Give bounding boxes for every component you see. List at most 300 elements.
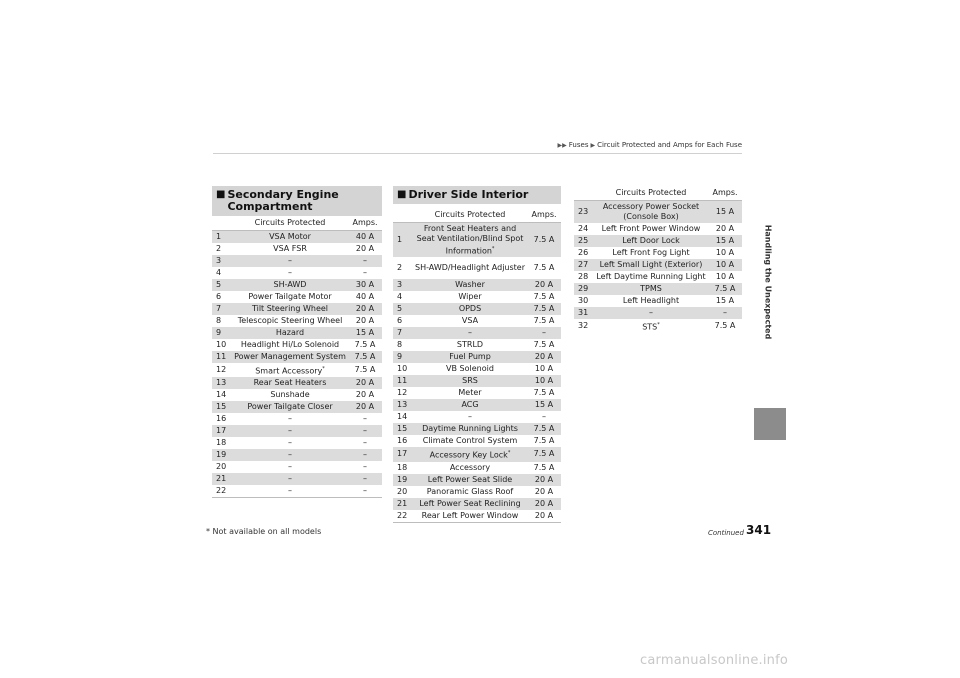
- circuit-label: Left Front Power Window: [601, 223, 701, 233]
- fuse-table: [212, 216, 382, 498]
- fuse-number: 18: [216, 438, 227, 448]
- circuit-protected: [232, 303, 348, 315]
- section-secondary-engine-compartment: [212, 186, 382, 498]
- fuse-number: 32: [578, 320, 589, 330]
- fuse-number: 10: [216, 339, 227, 349]
- circuit-label: –: [649, 307, 653, 317]
- amps-value: 7.5 A: [354, 339, 376, 349]
- circuit-protected: [232, 351, 348, 363]
- col-amps: Amps.: [527, 208, 561, 222]
- amps-value: 20 A: [348, 401, 382, 413]
- circuit-label: Washer: [455, 280, 485, 290]
- amps-value: 20 A: [527, 279, 561, 291]
- table-row: [393, 462, 561, 474]
- fuse-number: 19: [393, 474, 413, 486]
- amps-value: 7.5 A: [533, 292, 555, 302]
- fuse-number: 14: [397, 412, 408, 422]
- col-circuits: Circuits Protected: [413, 208, 527, 222]
- fuse-number: 4: [216, 267, 222, 277]
- circuit-protected: [232, 389, 348, 401]
- circuit-label: Telescopic Steering Wheel: [237, 315, 343, 325]
- circuit-protected: [594, 319, 708, 334]
- section-heading: [393, 186, 561, 204]
- table-row: [574, 319, 742, 334]
- table-row: [212, 339, 382, 351]
- amps-value: 7.5 A: [714, 320, 736, 330]
- circuit-label: Accessory: [449, 462, 491, 472]
- fuse-number: 22: [393, 510, 413, 523]
- amps-value: 15 A: [348, 327, 382, 339]
- circuit-label: –: [288, 462, 292, 472]
- circuit-label: –: [288, 255, 292, 265]
- footnote-marker: *: [507, 450, 511, 457]
- circuit-protected: [413, 375, 527, 387]
- circuit-protected: [413, 423, 527, 435]
- table-row: [393, 257, 561, 279]
- table-row: [393, 411, 561, 423]
- circuit-label: Rear Seat Heaters: [253, 378, 327, 388]
- circuit-label: Left Door Lock: [622, 235, 680, 245]
- amps-value: –: [348, 425, 382, 437]
- circuit-protected: [594, 247, 708, 259]
- circuit-protected: [232, 315, 348, 327]
- circuit-label: OPDS: [458, 304, 482, 314]
- table-row: [393, 435, 561, 447]
- col-amps: Amps.: [348, 216, 382, 230]
- table-row: [212, 377, 382, 389]
- circuit-label: SH-AWD: [273, 279, 307, 289]
- circuit-label: Rear Left Power Window: [421, 510, 519, 520]
- circuit-label: Left Power Seat Reclining: [419, 498, 521, 508]
- table-row: [393, 363, 561, 375]
- amps-value: 40 A: [355, 291, 375, 301]
- amps-value: 10 A: [715, 247, 735, 257]
- table-row: [212, 267, 382, 279]
- circuit-protected: [232, 377, 348, 389]
- section-title-line1: Secondary Engine: [227, 188, 339, 201]
- amps-value: –: [363, 438, 367, 448]
- amps-value: 10 A: [708, 259, 742, 271]
- circuit-label: Left Daytime Running Light: [596, 271, 706, 281]
- circuit-protected: [232, 437, 348, 449]
- fuse-number: 10: [397, 364, 408, 374]
- table-header-row: [393, 208, 561, 222]
- amps-value: 15 A: [708, 200, 742, 223]
- fuse-number: 20: [216, 462, 227, 472]
- amps-value: 7.5 A: [527, 447, 561, 462]
- circuit-label: –: [288, 450, 292, 460]
- circuit-label: Meter: [458, 388, 482, 398]
- table-row: [574, 283, 742, 295]
- circuit-label: Smart Accessory: [255, 366, 323, 376]
- section-title: Driver Side Interior: [408, 188, 529, 201]
- fuse-number: 8: [216, 315, 222, 325]
- circuit-label: Daytime Running Lights: [422, 424, 518, 434]
- amps-value: 7.5 A: [527, 303, 561, 315]
- circuit-label: SRS: [462, 376, 478, 386]
- table-header-row: [212, 216, 382, 230]
- fuse-number: 5: [393, 303, 413, 315]
- circuit-label: VSA FSR: [273, 243, 307, 253]
- table-row: [212, 389, 382, 401]
- circuit-protected: [232, 461, 348, 473]
- table-row: [212, 485, 382, 498]
- table-row: [393, 222, 561, 257]
- table-row: [212, 401, 382, 413]
- circuit-protected: [232, 485, 348, 498]
- amps-value: 20 A: [715, 223, 735, 233]
- amps-value: 7.5 A: [527, 423, 561, 435]
- table-row: [574, 271, 742, 283]
- col-amps: Amps.: [708, 186, 742, 200]
- circuit-label: Headlight Hi/Lo Solenoid: [240, 339, 340, 349]
- circuit-label: –: [288, 414, 292, 424]
- circuit-protected: [413, 222, 527, 257]
- circuit-label: –: [468, 328, 472, 338]
- circuit-label: VB Solenoid: [446, 364, 494, 374]
- square-bullet-icon: ■: [397, 189, 407, 200]
- circuit-label: –: [288, 426, 292, 436]
- circuit-protected: [232, 243, 348, 255]
- table-row: [393, 498, 561, 510]
- amps-value: 7.5 A: [533, 436, 555, 446]
- amps-value: 20 A: [355, 315, 375, 325]
- table-row: [212, 363, 382, 378]
- table-row: [212, 413, 382, 425]
- table-row: [212, 449, 382, 461]
- fuse-number: 18: [397, 462, 408, 472]
- table-row: [393, 510, 561, 523]
- table-row: [212, 461, 382, 473]
- fuse-number: 5: [212, 279, 232, 291]
- table-row: [393, 474, 561, 486]
- table-row: [574, 200, 742, 223]
- fuse-number: 16: [216, 414, 227, 424]
- fuse-number: 25: [574, 235, 594, 247]
- table-row: [574, 295, 742, 307]
- amps-value: 20 A: [348, 377, 382, 389]
- table-row: [393, 387, 561, 399]
- circuit-protected: [232, 267, 348, 279]
- square-bullet-icon: ■: [216, 189, 226, 200]
- breadcrumb-item-circuit: Circuit Protected and Amps for Each Fuse: [597, 141, 742, 149]
- amps-value: 7.5 A: [708, 283, 742, 295]
- fuse-number: 9: [393, 351, 413, 363]
- col-circuits: Circuits Protected: [594, 186, 708, 200]
- amps-value: 20 A: [534, 486, 554, 496]
- amps-value: 30 A: [348, 279, 382, 291]
- fuse-number: 11: [393, 375, 413, 387]
- col-number: [574, 186, 594, 200]
- amps-value: 15 A: [715, 295, 735, 305]
- table-row: [574, 307, 742, 319]
- circuit-protected: [413, 474, 527, 486]
- double-arrow-icon: ▶▶: [557, 141, 567, 149]
- amps-value: –: [348, 485, 382, 498]
- circuit-label: Hazard: [275, 327, 305, 337]
- circuit-label: Accessory Key Lock: [429, 450, 508, 460]
- circuit-label: Power Tailgate Motor: [248, 291, 332, 301]
- circuit-label: –: [288, 267, 292, 277]
- amps-value: –: [708, 307, 742, 319]
- circuit-label: Panoramic Glass Roof: [426, 486, 514, 496]
- amps-value: 15 A: [708, 235, 742, 247]
- circuit-protected: [594, 295, 708, 307]
- amps-value: 7.5 A: [533, 263, 555, 273]
- circuit-label: Accessory Power Socket (Console Box): [602, 201, 700, 221]
- table-row: [212, 230, 382, 243]
- fuse-number: 8: [397, 340, 403, 350]
- table-row: [574, 259, 742, 271]
- fuse-number: 15: [393, 423, 413, 435]
- circuit-label: Power Tailgate Closer: [247, 402, 333, 412]
- page-number: 341: [746, 523, 772, 537]
- fuse-number: 2: [397, 263, 403, 273]
- table-row: [212, 291, 382, 303]
- table-header-row: [574, 186, 742, 200]
- circuit-protected: [594, 307, 708, 319]
- fuse-number: 20: [397, 486, 408, 496]
- fuse-number: 14: [216, 390, 227, 400]
- table-row: [393, 375, 561, 387]
- fuse-number: 6: [216, 291, 222, 301]
- chapter-tab-marker: [754, 408, 786, 440]
- fuse-number: 31: [574, 307, 594, 319]
- amps-value: 10 A: [715, 271, 735, 281]
- table-row: [393, 399, 561, 411]
- breadcrumb: [558, 141, 742, 149]
- circuit-protected: [232, 473, 348, 485]
- circuit-label: STRLD: [456, 340, 484, 350]
- circuit-label: STS: [642, 322, 658, 332]
- table-row: [212, 437, 382, 449]
- fuse-number: 22: [212, 485, 232, 498]
- amps-value: 20 A: [527, 498, 561, 510]
- fuse-number: 1: [393, 222, 413, 257]
- circuit-protected: [413, 387, 527, 399]
- table-row: [393, 351, 561, 363]
- amps-value: –: [363, 462, 367, 472]
- fuse-number: 21: [393, 498, 413, 510]
- circuit-protected: [413, 315, 527, 327]
- breadcrumb-item-fuses: Fuses: [568, 141, 589, 149]
- amps-value: 40 A: [348, 230, 382, 243]
- circuit-protected: [413, 303, 527, 315]
- col-circuits: Circuits Protected: [232, 216, 348, 230]
- footnote-marker: *: [657, 321, 660, 328]
- circuit-label: ACG: [461, 400, 479, 410]
- footnote-marker: *: [491, 245, 495, 252]
- amps-value: 20 A: [348, 303, 382, 315]
- fuse-number: 3: [393, 279, 413, 291]
- fuse-number: 1: [212, 230, 232, 243]
- circuit-protected: [413, 411, 527, 423]
- table-row: [574, 223, 742, 235]
- amps-value: 20 A: [355, 390, 375, 400]
- amps-value: 7.5 A: [527, 222, 561, 257]
- circuit-protected: [413, 498, 527, 510]
- amps-value: 7.5 A: [533, 340, 555, 350]
- circuit-label: –: [288, 486, 292, 496]
- section-driver-side-interior: [393, 186, 561, 523]
- table-row: [393, 339, 561, 351]
- circuit-protected: [232, 363, 348, 378]
- fuse-number: 23: [574, 200, 594, 223]
- table-row: [393, 315, 561, 327]
- amps-value: –: [363, 267, 367, 277]
- section-driver-side-interior-continued: [574, 186, 742, 333]
- amps-value: –: [542, 412, 546, 422]
- amps-value: 15 A: [527, 399, 561, 411]
- table-row: [393, 327, 561, 339]
- amps-value: 7.5 A: [348, 351, 382, 363]
- amps-value: 20 A: [527, 510, 561, 523]
- circuit-protected: [413, 327, 527, 339]
- circuit-protected: [413, 510, 527, 523]
- circuit-label: Sunshade: [270, 390, 310, 400]
- amps-value: –: [348, 473, 382, 485]
- table-row: [212, 315, 382, 327]
- table-row: [212, 255, 382, 267]
- fuse-table: [393, 208, 561, 523]
- circuit-protected: [594, 259, 708, 271]
- section-heading: [212, 186, 382, 216]
- circuit-label: Left Front Fog Light: [612, 247, 690, 257]
- table-row: [212, 243, 382, 255]
- fuse-number: 29: [574, 283, 594, 295]
- circuit-protected: [413, 351, 527, 363]
- amps-value: 20 A: [355, 243, 375, 253]
- table-row: [393, 291, 561, 303]
- circuit-protected: [232, 230, 348, 243]
- circuit-label: –: [288, 474, 292, 484]
- fuse-number: 13: [212, 377, 232, 389]
- circuit-protected: [594, 235, 708, 247]
- table-row: [212, 425, 382, 437]
- circuit-label: Tilt Steering Wheel: [251, 303, 329, 313]
- table-row: [212, 351, 382, 363]
- table-row: [393, 279, 561, 291]
- circuit-label: Fuel Pump: [449, 352, 491, 362]
- fuse-number: 15: [212, 401, 232, 413]
- amps-value: 20 A: [527, 351, 561, 363]
- amps-value: –: [527, 327, 561, 339]
- fuse-number: 12: [216, 364, 227, 374]
- section-title: [227, 189, 338, 213]
- fuse-number: 26: [578, 247, 589, 257]
- watermark: carmanualsonline.info: [640, 653, 789, 668]
- amps-value: 7.5 A: [354, 364, 376, 374]
- fuse-number: 11: [212, 351, 232, 363]
- fuse-number: 16: [397, 436, 408, 446]
- amps-value: 10 A: [527, 375, 561, 387]
- table-row: [574, 247, 742, 259]
- fuse-number: 4: [397, 292, 403, 302]
- table-row: [212, 303, 382, 315]
- col-number: [212, 216, 232, 230]
- amps-value: 7.5 A: [533, 388, 555, 398]
- circuit-label: VSA: [461, 316, 479, 326]
- circuit-label: Left Power Seat Slide: [427, 474, 513, 484]
- circuit-label: Wiper: [458, 292, 482, 302]
- amps-value: –: [348, 449, 382, 461]
- amps-value: 20 A: [527, 474, 561, 486]
- fuse-number: 7: [212, 303, 232, 315]
- circuit-protected: [232, 279, 348, 291]
- fuse-number: 12: [397, 388, 408, 398]
- circuit-protected: [232, 255, 348, 267]
- arrow-icon: ▶: [590, 141, 596, 149]
- fuse-number: 24: [578, 223, 589, 233]
- circuit-protected: [594, 283, 708, 295]
- circuit-label: VSA Motor: [269, 231, 311, 241]
- table-row: [212, 327, 382, 339]
- table-row: [393, 423, 561, 435]
- fuse-number: 2: [216, 243, 222, 253]
- circuit-protected: [232, 291, 348, 303]
- circuit-protected: [594, 271, 708, 283]
- fuse-number: 7: [393, 327, 413, 339]
- fuse-number: 9: [212, 327, 232, 339]
- col-number: [393, 208, 413, 222]
- circuit-label: Front Seat Heaters and Seat Ventilation/Blind Spot Information: [416, 223, 524, 256]
- circuit-label: Left Small Light (Exterior): [599, 259, 703, 269]
- circuit-protected: [594, 200, 708, 223]
- circuit-label: Left Headlight: [622, 295, 680, 305]
- table-row: [393, 303, 561, 315]
- fuse-table: [574, 186, 742, 333]
- circuit-protected: [413, 447, 527, 462]
- amps-value: 7.5 A: [533, 316, 555, 326]
- table-row: [212, 279, 382, 291]
- fuse-number: 28: [578, 271, 589, 281]
- circuit-protected: [413, 462, 527, 474]
- circuit-label: Climate Control System: [422, 436, 518, 446]
- circuit-label: SH-AWD/Headlight Adjuster: [415, 263, 526, 273]
- fuse-number: 13: [393, 399, 413, 411]
- table-row: [574, 235, 742, 247]
- circuit-protected: [232, 449, 348, 461]
- circuit-protected: [413, 363, 527, 375]
- circuit-label: –: [288, 438, 292, 448]
- circuit-protected: [413, 399, 527, 411]
- circuit-protected: [232, 425, 348, 437]
- fuse-number: 17: [212, 425, 232, 437]
- fuse-number: 6: [397, 316, 403, 326]
- circuit-protected: [413, 291, 527, 303]
- table-row: [393, 486, 561, 498]
- circuit-protected: [413, 435, 527, 447]
- circuit-protected: [594, 223, 708, 235]
- fuse-number: 30: [578, 295, 589, 305]
- header-divider: [213, 153, 742, 154]
- circuit-protected: [232, 327, 348, 339]
- fuse-number: 27: [574, 259, 594, 271]
- circuit-protected: [413, 279, 527, 291]
- amps-value: 7.5 A: [533, 462, 555, 472]
- chapter-side-title: Handling the Unexpected: [763, 224, 773, 340]
- footnote: * Not available on all models: [206, 527, 322, 536]
- circuit-label: TPMS: [640, 283, 662, 293]
- table-row: [393, 447, 561, 462]
- circuit-label: Power Management System: [234, 351, 346, 361]
- circuit-protected: [413, 486, 527, 498]
- amps-value: –: [348, 255, 382, 267]
- circuit-protected: [232, 401, 348, 413]
- amps-value: –: [363, 414, 367, 424]
- continued-label: Continued: [708, 529, 744, 537]
- footnote-marker: *: [322, 365, 325, 372]
